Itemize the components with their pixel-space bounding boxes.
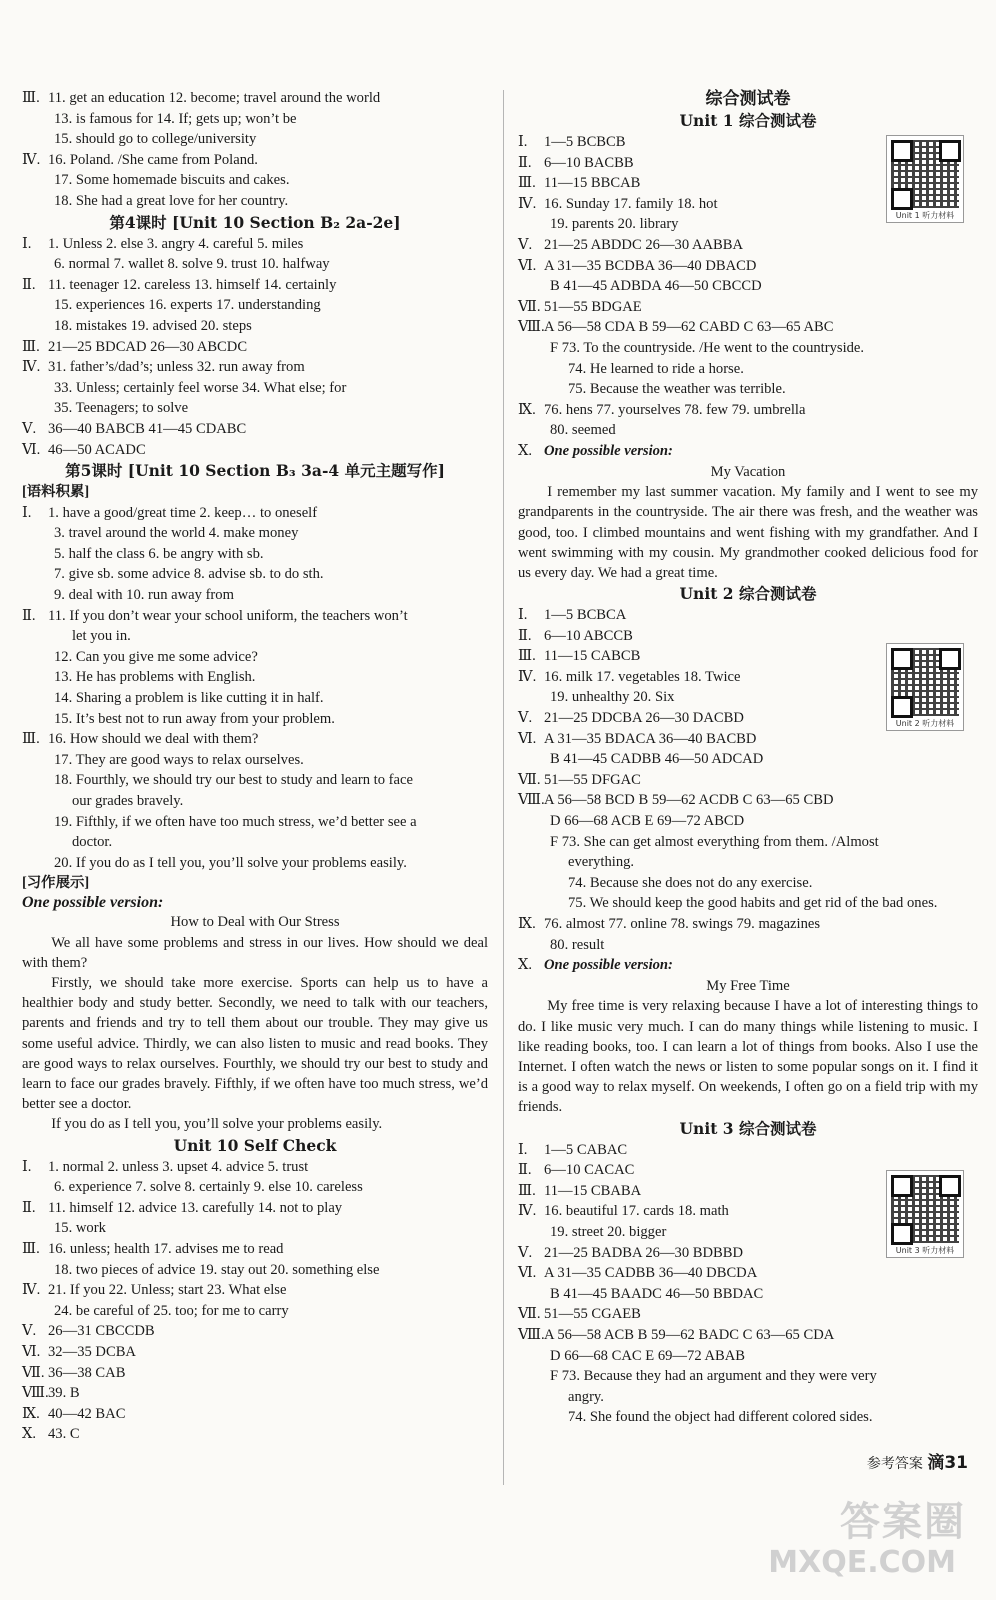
- section-heading: Unit 2 综合测试卷: [679, 584, 817, 604]
- answer-line: [518, 811, 978, 832]
- subsection-label: [语料积累]: [22, 484, 90, 501]
- answer-text: 76. hens 77. yourselves 78. few 79. umbrella: [544, 401, 806, 418]
- answer-line: [22, 709, 488, 730]
- answer-line: [518, 873, 978, 894]
- answer-line: [22, 1239, 488, 1260]
- answer-text: 11. teenager 12. careless 13. himself 14. certainly: [48, 276, 337, 293]
- answer-text: everything.: [568, 854, 635, 871]
- answer-text: A 31—35 CADBB 36—40 DBCDA: [544, 1265, 758, 1282]
- section-marker: Ⅹ.: [22, 1426, 37, 1443]
- section-marker: Ⅰ.: [22, 235, 32, 252]
- answer-text: One possible version:: [544, 442, 673, 459]
- answer-text: 75. Because the weather was terrible.: [568, 381, 786, 398]
- answer-text: 18. She had a great love for her country.: [54, 192, 289, 209]
- answer-line: [518, 1387, 978, 1408]
- answer-text: 14. Sharing a problem is like cutting it in half.: [54, 690, 324, 707]
- left-column: [22, 88, 488, 1445]
- section-marker: Ⅷ.: [518, 319, 545, 336]
- answer-text: 32—35 DCBA: [48, 1343, 136, 1360]
- answer-text: 5. half the class 6. be angry with sb.: [54, 545, 264, 562]
- answer-text: 36—40 BABCB 41—45 CDABC: [48, 420, 247, 437]
- answer-line: [518, 235, 978, 256]
- answer-text: 74. Because she does not do any exercise.: [568, 874, 813, 891]
- answer-text: 80. seemed: [550, 422, 616, 439]
- qr-code-icon[interactable]: [886, 643, 964, 731]
- answer-text: 24. be careful of 25. too; for me to carry: [54, 1302, 289, 1319]
- answer-line: [518, 359, 978, 380]
- answer-text: B 41—45 ADBDA 46—50 CBCCD: [550, 278, 762, 295]
- answer-line: [22, 853, 488, 874]
- answer-line: [22, 770, 488, 791]
- answer-line: [22, 1301, 488, 1322]
- answer-text: 19. street 20. bigger: [550, 1223, 667, 1240]
- answer-text: 6. experience 7. solve 8. certainly 9. else 10. careless: [54, 1179, 363, 1196]
- answer-line: [22, 419, 488, 440]
- essay-paragraph: We all have some problems and stress in our lives. How should we deal with them?: [22, 934, 488, 971]
- section-marker: Ⅳ.: [22, 1282, 41, 1299]
- answer-text: 6—10 ABCCB: [544, 627, 633, 644]
- qr-caption: Unit 3 听力材料: [895, 1246, 955, 1255]
- answer-text: 7. give sb. some advice 8. advise sb. to do sth.: [54, 566, 324, 583]
- section-marker: Ⅵ.: [518, 257, 537, 274]
- section-marker: Ⅰ.: [22, 1158, 32, 1175]
- section-marker: Ⅵ.: [22, 1343, 41, 1360]
- answer-text: 75. We should keep the good habits and get rid of the bad ones.: [568, 895, 938, 912]
- watermark-logo: 答案圈: [840, 1499, 966, 1545]
- section-marker: Ⅷ.: [518, 792, 545, 809]
- answer-text: 1. normal 2. unless 3. upset 4. advice 5. trust: [48, 1158, 309, 1175]
- answer-line: [22, 150, 488, 171]
- answer-line: [22, 1157, 488, 1178]
- answer-line: [518, 1407, 978, 1428]
- column-divider: [503, 90, 504, 1485]
- section-marker: Ⅹ.: [518, 957, 533, 974]
- answer-line: [22, 1404, 488, 1425]
- section-marker: Ⅷ.: [518, 1326, 545, 1343]
- answer-line: [22, 667, 488, 688]
- section-marker: Ⅶ.: [518, 1306, 541, 1323]
- answer-text: 15. should go to college/university: [54, 131, 257, 148]
- answer-line: [22, 88, 488, 109]
- answer-line: [22, 688, 488, 709]
- answer-text: 39. B: [48, 1385, 80, 1402]
- answer-text: A 31—35 BDACA 36—40 BACBD: [544, 730, 757, 747]
- section-marker: Ⅵ.: [518, 730, 537, 747]
- section-marker: Ⅳ.: [518, 1203, 537, 1220]
- answer-text: 80. result: [550, 936, 605, 953]
- answer-line: [22, 191, 488, 212]
- section-marker: Ⅲ.: [22, 1240, 40, 1257]
- answer-line: [22, 316, 488, 337]
- answer-line: [518, 605, 978, 626]
- answer-line: [518, 256, 978, 277]
- answer-line: [518, 1140, 978, 1161]
- section-marker: Ⅱ.: [518, 1162, 532, 1179]
- answer-text: 21—25 DDCBA 26—30 DACBD: [544, 710, 744, 727]
- answer-text: angry.: [568, 1388, 604, 1405]
- answer-line: [22, 1321, 488, 1342]
- answer-line: [22, 523, 488, 544]
- answer-line: [22, 129, 488, 150]
- answer-text: 6—10 CACAC: [544, 1162, 635, 1179]
- answer-line: [22, 170, 488, 191]
- section-marker: Ⅲ.: [518, 648, 536, 665]
- answer-text: A 56—58 ACB B 59—62 BADC C 63—65 CDA: [544, 1326, 835, 1343]
- section-heading: Unit 3 综合测试卷: [679, 1118, 817, 1138]
- subsection-label: [习作展示]: [22, 875, 90, 892]
- answer-text: 33. Unless; certainly feel worse 34. What else; for: [54, 379, 347, 396]
- footer-label: 参考答案: [866, 1456, 923, 1472]
- answer-line: [22, 295, 488, 316]
- answer-line: [22, 109, 488, 130]
- answer-line: [22, 606, 488, 627]
- essay-title: My Free Time: [706, 977, 790, 994]
- section-marker: Ⅰ.: [518, 607, 528, 624]
- answer-text: 43. C: [48, 1426, 80, 1443]
- answer-text: 74. She found the object had different colored sides.: [568, 1409, 873, 1426]
- answer-line: [22, 503, 488, 524]
- answer-text: 9. deal with 10. run away from: [54, 587, 234, 604]
- answer-line: [518, 935, 978, 956]
- section-heading: 第4课时 [Unit 10 Section B₂ 2a-2e]: [109, 212, 401, 232]
- page-footer: [867, 1448, 968, 1473]
- answer-text: 13. is famous for 14. If; gets up; won’t be: [54, 110, 297, 127]
- section-marker: Ⅰ.: [518, 134, 528, 150]
- page-number: 滴31: [927, 1453, 968, 1473]
- answer-line: [518, 749, 978, 770]
- answer-line: [22, 750, 488, 771]
- answer-text: 19. Fifthly, if we often have too much stress, we’d better see a: [54, 813, 417, 830]
- answer-text: F 73. Because they had an argument and they were very: [550, 1368, 877, 1385]
- answer-text: our grades bravely.: [72, 793, 184, 809]
- answer-line: [518, 893, 978, 914]
- section-marker: Ⅹ.: [518, 442, 533, 459]
- section-marker: Ⅱ.: [518, 154, 532, 171]
- answer-text: A 31—35 BCDBA 36—40 DBACD: [544, 257, 757, 274]
- section-marker: Ⅲ.: [22, 90, 40, 106]
- section-marker: Ⅰ.: [518, 1141, 528, 1158]
- answer-text: 16. How should we deal with them?: [48, 731, 259, 748]
- answer-line: [518, 955, 978, 976]
- essay-paragraph: If you do as I tell you, you’ll solve your problems easily.: [51, 1116, 383, 1133]
- section-marker: Ⅵ.: [518, 1265, 537, 1282]
- qr-code-icon[interactable]: [886, 135, 964, 223]
- answer-text: 21. If you 22. Unless; start 23. What else: [48, 1282, 287, 1299]
- answer-text: 17. They are good ways to relax ourselves.: [54, 751, 304, 768]
- section-marker: Ⅴ.: [22, 420, 37, 437]
- answer-text: 16. unless; health 17. advises me to read: [48, 1240, 284, 1257]
- watermark-url: MXQE.COM: [768, 1545, 956, 1580]
- answer-line: [518, 729, 978, 750]
- answer-line: [518, 914, 978, 935]
- answer-line: [22, 275, 488, 296]
- answer-line: [22, 729, 488, 750]
- answer-line: [22, 234, 488, 255]
- answer-text: D 66—68 ACB E 69—72 ABCD: [550, 813, 745, 830]
- section-marker: Ⅲ.: [518, 175, 536, 192]
- section-marker: Ⅶ.: [518, 771, 541, 788]
- section-heading: 综合测试卷: [705, 89, 791, 109]
- answer-line: [22, 398, 488, 419]
- section-marker: Ⅴ.: [518, 1244, 533, 1261]
- section-marker: Ⅳ.: [518, 668, 537, 685]
- section-marker: Ⅱ.: [22, 276, 36, 293]
- answer-text: 15. It’s best not to run away from your problem.: [54, 710, 335, 727]
- answer-line: [518, 790, 978, 811]
- section-marker: Ⅴ.: [518, 236, 533, 253]
- answer-line: [518, 1366, 978, 1387]
- qr-caption: Unit 2 听力材料: [895, 719, 955, 728]
- answer-line: [518, 832, 978, 853]
- answer-text: One possible version:: [544, 957, 673, 974]
- answer-line: [518, 1284, 978, 1305]
- answer-text: 18. Fourthly, we should try our best to study and learn to face: [54, 772, 413, 789]
- answer-line: [22, 1218, 488, 1239]
- answer-line: [518, 317, 978, 338]
- answer-text: 11. If you don’t wear your school uniform, the teachers won’t: [48, 607, 408, 624]
- section-heading: 第5课时 [Unit 10 Section B₃ 3a-4 单元主题写作]: [65, 461, 445, 481]
- answer-text: A 56—58 BCD B 59—62 ACDB C 63—65 CBD: [544, 792, 834, 809]
- essay-title: How to Deal with Our Stress: [170, 913, 340, 930]
- answer-text: 46—50 ACADC: [48, 441, 146, 458]
- answer-text: 11—15 CBABA: [544, 1182, 642, 1199]
- section-marker: Ⅴ.: [22, 1323, 37, 1340]
- section-marker: Ⅲ.: [518, 1182, 536, 1199]
- answer-line: [22, 544, 488, 565]
- section-heading: Unit 10 Self Check: [173, 1135, 337, 1155]
- answer-line: [22, 378, 488, 399]
- answer-text: 74. He learned to ride a horse.: [568, 360, 744, 377]
- answer-line: [518, 379, 978, 400]
- answer-line: [22, 791, 488, 812]
- answer-text: 51—55 BDGAE: [544, 298, 642, 315]
- answer-text: 11—15 CABCB: [544, 648, 641, 665]
- answer-line: [22, 1424, 488, 1445]
- essay-paragraph: Firstly, we should take more exercise. Sports can help us to have a healthier body and study better. Secondly, we need to talk with our teachers, parents and friends and try to tell them about our trouble. They may give us some useful advice. Thirdly, we can also listen to music and read books. They are good ways to relax ourselves. Fourthly, we should try our best to study and learn to face our grades bravely. Fifthly, if we often have too much stress, we’d better see a doctor.: [22, 974, 488, 1113]
- section-marker: Ⅳ.: [22, 151, 41, 168]
- answer-text: 18. mistakes 19. advised 20. steps: [54, 317, 252, 334]
- answer-text: 1. Unless 2. else 3. angry 4. careful 5. miles: [48, 235, 304, 252]
- answer-line: [518, 1304, 978, 1325]
- answer-line: [518, 852, 978, 873]
- answer-text: 19. unhealthy 20. Six: [550, 689, 675, 706]
- answer-text: 18. two pieces of advice 19. stay out 20. something else: [54, 1261, 380, 1278]
- answer-text: 6. normal 7. wallet 8. solve 9. trust 10. halfway: [54, 256, 330, 273]
- section-marker: Ⅳ.: [518, 195, 537, 212]
- answer-text: 13. He has problems with English.: [54, 669, 256, 686]
- section-marker: Ⅰ.: [22, 504, 32, 521]
- essay-paragraph: My free time is very relaxing because I have a lot of interesting things to do. I like music very much. I can do many things while listening to music. I like reading books, too. I can learn a lot of things from books. Also I use the Internet. I often watch the news or listen to some popular songs on it. I find it is a good way to relax myself. On weekends, I often go on a field trip with my friends.: [518, 998, 978, 1116]
- answer-line: [518, 338, 978, 359]
- answer-line: [22, 1177, 488, 1198]
- answer-text: 76. almost 77. online 78. swings 79. magazines: [544, 916, 821, 933]
- section-marker: Ⅱ.: [22, 1199, 36, 1216]
- answer-text: 21—25 ABDDC 26—30 AABBA: [544, 236, 744, 253]
- answer-line: [22, 564, 488, 585]
- answer-text: 31. father’s/dad’s; unless 32. run away from: [48, 359, 305, 376]
- answer-text: 1—5 BCBCA: [544, 607, 627, 624]
- answer-text: 15. experiences 16. experts 17. understanding: [54, 297, 321, 314]
- answer-text: B 41—45 CADBB 46—50 ADCAD: [550, 751, 764, 768]
- section-marker: Ⅸ.: [518, 401, 536, 418]
- answer-text: 1—5 BCBCB: [544, 134, 626, 150]
- answer-text: 16. milk 17. vegetables 18. Twice: [544, 668, 741, 685]
- answer-text: 12. Can you give me some advice?: [54, 648, 258, 665]
- qr-caption: Unit 1 听力材料: [895, 211, 955, 220]
- answer-text: F 73. To the countryside. /He went to the countryside.: [550, 339, 865, 356]
- section-marker: Ⅶ.: [518, 298, 541, 315]
- answer-line: [22, 1383, 488, 1404]
- answer-line: [518, 400, 978, 421]
- answer-line: [22, 812, 488, 833]
- answer-line: [22, 337, 488, 358]
- answer-line: [518, 1263, 978, 1284]
- answer-line: [22, 1280, 488, 1301]
- answer-text: doctor.: [72, 834, 113, 851]
- answer-line: [518, 420, 978, 441]
- version-label: One possible version:: [22, 893, 164, 911]
- answer-line: [518, 1325, 978, 1346]
- answer-line: [518, 770, 978, 791]
- answer-text: 16. beautiful 17. cards 18. math: [544, 1203, 729, 1220]
- answer-text: 11—15 BBCAB: [544, 175, 641, 192]
- answer-text: A 56—58 CDA B 59—62 CABD C 63—65 ABC: [544, 319, 834, 336]
- section-marker: Ⅷ.: [22, 1385, 49, 1402]
- answer-line: [518, 441, 978, 462]
- answer-line: [22, 254, 488, 275]
- answer-text: B 41—45 BAADC 46—50 BBDAC: [550, 1285, 764, 1302]
- answer-text: 51—55 DFGAC: [544, 771, 641, 788]
- answer-text: 11. himself 12. advice 13. carefully 14. not to play: [48, 1199, 343, 1216]
- answer-text: 40—42 BAC: [48, 1405, 126, 1422]
- answer-line: [22, 440, 488, 461]
- answer-text: 26—31 CBCCDB: [48, 1323, 155, 1340]
- answer-text: 16. Poland. /She came from Poland.: [48, 151, 258, 168]
- answer-text: 1. have a good/great time 2. keep… to oneself: [48, 504, 318, 521]
- answer-line: [22, 1363, 488, 1384]
- answer-line: [518, 297, 978, 318]
- answer-text: D 66—68 CAC E 69—72 ABAB: [550, 1347, 746, 1364]
- answer-line: [518, 276, 978, 297]
- answer-text: 19. parents 20. library: [550, 216, 679, 233]
- essay-title: My Vacation: [710, 463, 786, 480]
- section-marker: Ⅸ.: [518, 916, 536, 933]
- section-marker: Ⅲ.: [22, 731, 40, 748]
- essay-paragraph: I remember my last summer vacation. My family and I went to see my grandparents in the countryside. The air there was fresh, and the weather was good, too. I climbed mountains and went fishing with my grandfather. And I went swimming with my cousin. My grandmother cooked delicious food for us every day. We had a great time.: [518, 484, 978, 581]
- answer-text: 6—10 BACBB: [544, 154, 634, 171]
- answer-text: 20. If you do as I tell you, you’ll solve your problems easily.: [54, 854, 407, 871]
- section-marker: Ⅸ.: [22, 1405, 40, 1422]
- answer-text: 35. Teenagers; to solve: [54, 400, 189, 417]
- section-marker: Ⅱ.: [22, 607, 36, 624]
- answer-line: [22, 1342, 488, 1363]
- answer-line: [22, 626, 488, 647]
- answer-line: [22, 647, 488, 668]
- answer-line: [22, 1198, 488, 1219]
- answer-line: [518, 1346, 978, 1367]
- answer-line: [22, 1260, 488, 1281]
- section-marker: Ⅶ.: [22, 1364, 45, 1381]
- section-marker: Ⅱ.: [518, 627, 532, 644]
- answer-line: [22, 832, 488, 853]
- answer-text: 15. work: [54, 1220, 106, 1237]
- qr-code-icon[interactable]: [886, 1170, 964, 1258]
- answer-text: 51—55 CGAEB: [544, 1306, 641, 1323]
- answer-line: [22, 357, 488, 378]
- answer-text: let you in.: [72, 628, 131, 645]
- section-marker: Ⅵ.: [22, 441, 41, 458]
- answer-text: 11. get an education 12. become; travel around the world: [48, 90, 381, 106]
- answer-text: 21—25 BADBA 26—30 BDBBD: [544, 1244, 744, 1261]
- answer-text: 1—5 CABAC: [544, 1141, 628, 1158]
- answer-line: [22, 585, 488, 606]
- section-marker: Ⅳ.: [22, 359, 41, 376]
- answer-text: 17. Some homemade biscuits and cakes.: [54, 172, 290, 189]
- answer-text: 3. travel around the world 4. make money: [54, 525, 299, 542]
- answer-text: 21—25 BDCAD 26—30 ABCDC: [48, 338, 248, 355]
- answer-text: 16. Sunday 17. family 18. hot: [544, 195, 718, 212]
- answer-text: 36—38 CAB: [48, 1364, 126, 1381]
- section-heading: Unit 1 综合测试卷: [679, 111, 817, 130]
- section-marker: Ⅲ.: [22, 338, 40, 355]
- answer-text: F 73. She can get almost everything from them. /Almost: [550, 833, 879, 850]
- section-marker: Ⅴ.: [518, 710, 533, 727]
